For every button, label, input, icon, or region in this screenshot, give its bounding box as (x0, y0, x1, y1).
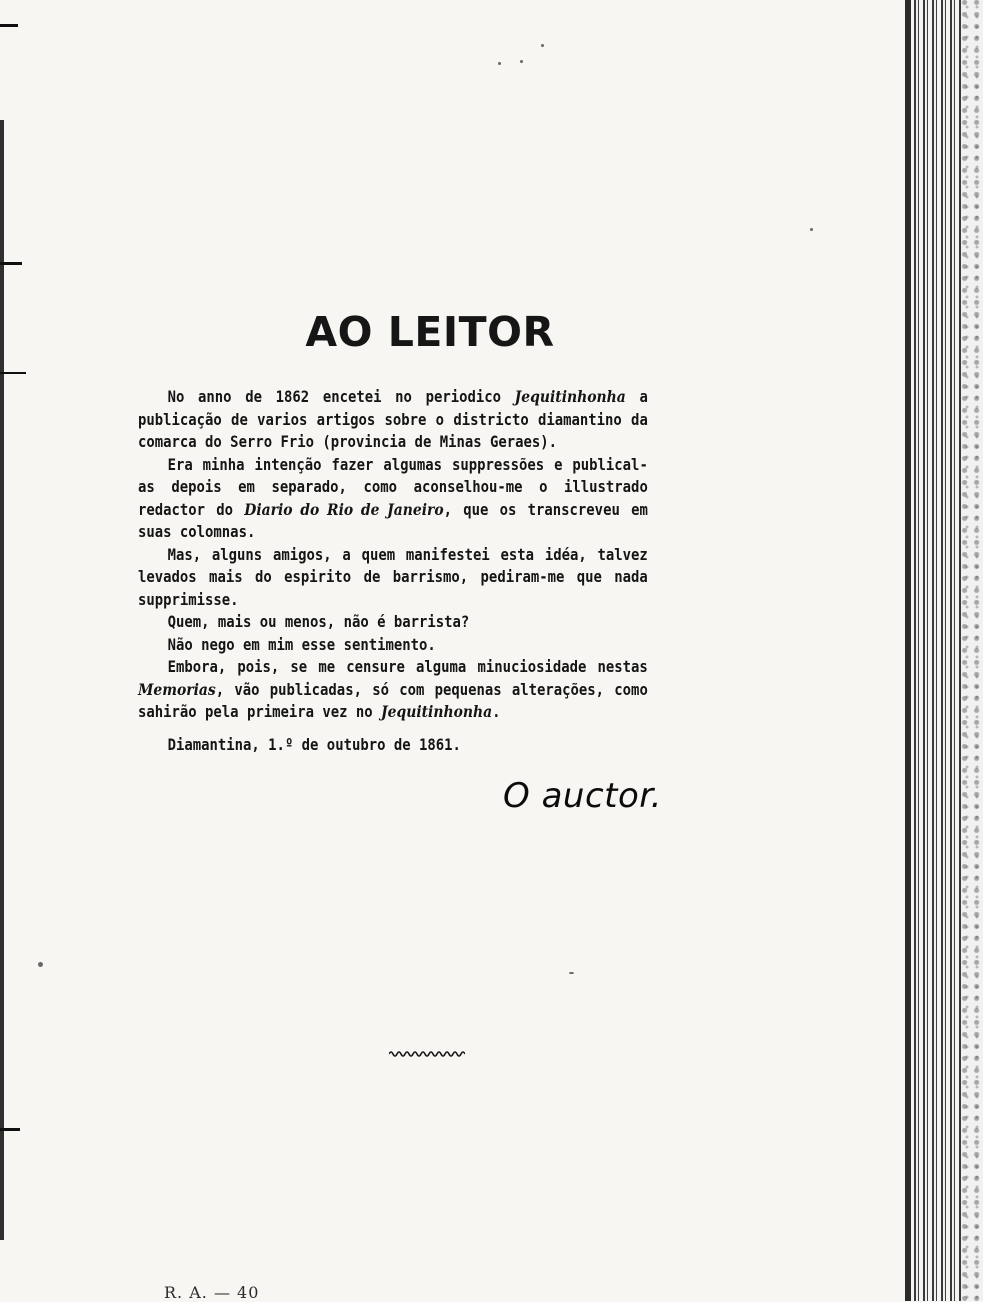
scan-speck (810, 228, 813, 231)
preface-paragraph (138, 454, 648, 544)
preface-paragraph (138, 656, 648, 724)
scan-mark (0, 24, 18, 27)
italic-title: Jequitinhonha (514, 387, 626, 406)
dateline: Diamantina, 1.º de outubro de 1861. (167, 734, 461, 754)
wavy-divider (389, 1050, 465, 1058)
text-run: Embora, pois, se me censure alguma minuciosidade nestas (167, 657, 648, 676)
text-run: , que os transcreveu em suas colomnas. (138, 499, 648, 541)
scan-mark (0, 1128, 20, 1131)
preface-paragraph: Quem, mais ou menos, não é barrista? (167, 612, 470, 631)
scan-speck (541, 44, 544, 47)
italic-title: Diario do Rio de Janeiro (244, 499, 444, 519)
italic-title: Memorias (138, 679, 216, 699)
footer-signature: R. A. — 40 (164, 1283, 260, 1302)
scan-speck (498, 62, 501, 65)
scan-speck (38, 962, 43, 967)
page-title: AO LEITOR (305, 308, 555, 356)
preface-paragraph (138, 386, 648, 454)
preface-paragraph: Não nego em mim esse sentimento. (167, 634, 436, 654)
scan-speck (569, 972, 574, 974)
author-signature: O auctor. (503, 776, 662, 816)
text-run: , vão publicadas, só com pequenas alterações, como sahirão pela primeira vez no (138, 679, 648, 721)
text-run: Era minha intenção fazer algumas suppressões e publical-as depois em separado, como aconselhou-me o illustrado redactor do (138, 454, 648, 519)
scan-speck (520, 60, 523, 63)
scan-mark (0, 372, 26, 374)
preface-paragraph: Mas, alguns amigos, a quem manifestei esta idéa, talvez levados mais do espirito de barrismo, pediram-me que nada supprimisse. (138, 544, 648, 609)
italic-title: Jequitinhonha (381, 702, 493, 721)
text-run: . (492, 702, 501, 721)
text-run: a publicação de varios artigos sobre o districto diamantino da comarca do Serro Frio (provincia de Minas Geraes). (138, 387, 648, 451)
preface-body (138, 386, 648, 756)
left-page-edge (0, 0, 4, 1301)
right-page-edge (905, 0, 983, 1301)
text-run: No anno de 1862 encetei no periodico (167, 387, 515, 406)
scan-mark (0, 262, 22, 265)
